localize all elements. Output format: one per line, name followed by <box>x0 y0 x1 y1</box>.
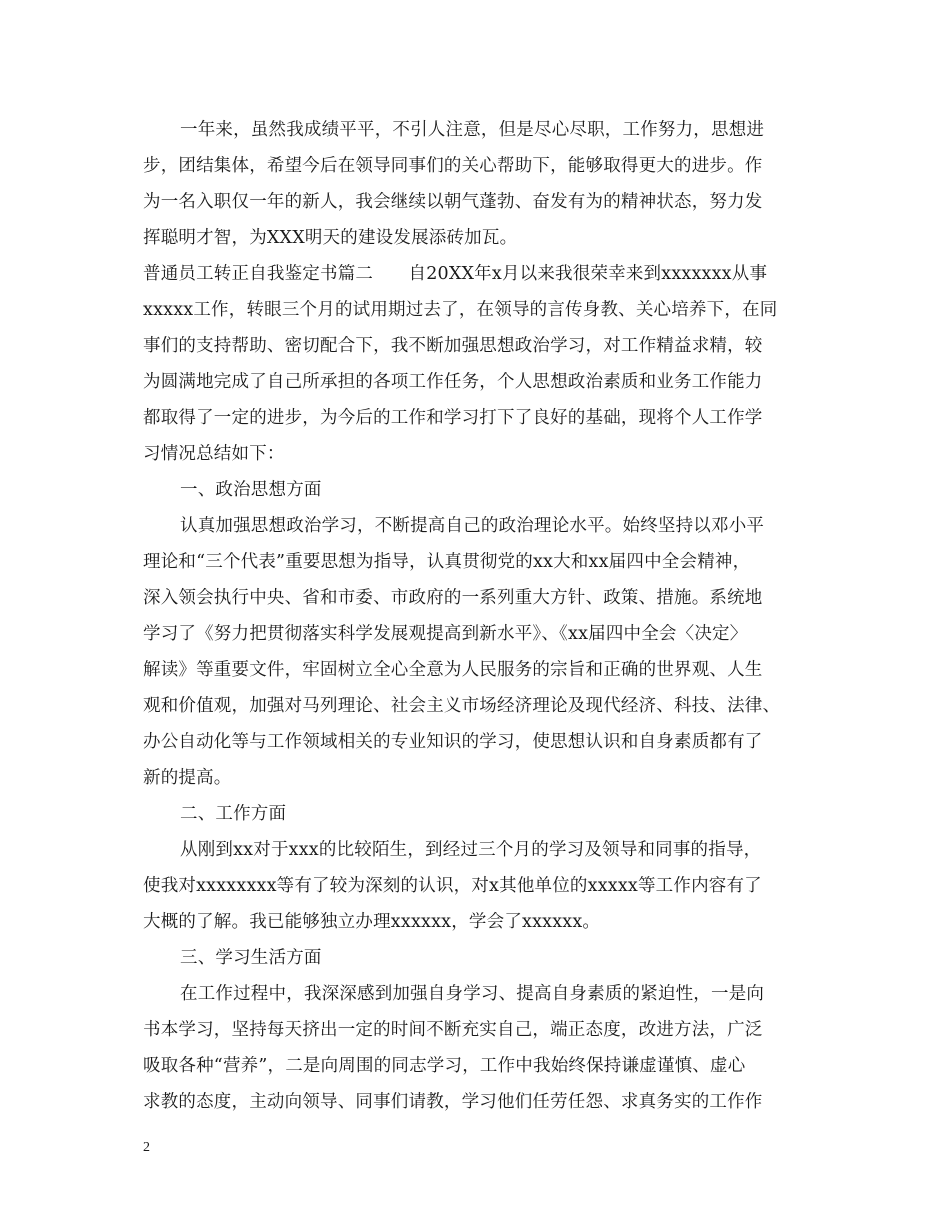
text-line: 吸取各种“营养”，二是向周围的同志学习，工作中我始终保持谦虚谨慎、虚心 <box>143 1056 746 1076</box>
text-line: 步，团结集体，希望今后在领导同事们的关心帮助下，能够取得更大的进步。作 <box>143 156 763 176</box>
text-line: 习情况总结如下： <box>143 444 285 464</box>
text-line: 挥聪明才智，为XXX明天的建设发展添砖加瓦。 <box>143 228 518 248</box>
text-line: 为一名入职仅一年的新人，我会继续以朝气蓬勃、奋发有为的精神状态，努力发 <box>143 192 763 212</box>
section-heading: 二、工作方面 <box>180 804 287 824</box>
section-heading: 一、政治思想方面 <box>180 480 322 500</box>
text-line: 认真加强思想政治学习，不断提高自己的政治理论水平。始终坚持以邓小平 <box>180 516 765 536</box>
text-line: 在工作过程中，我深深感到加强自身学习、提高自身素质的紧迫性，一是向 <box>180 984 765 1004</box>
section-title-line: 普通员工转正自我鉴定书篇二 自20XX年x月以来我很荣幸来到xxxxxxx从事 <box>143 264 768 284</box>
text-line: 事们的支持帮助、密切配合下，我不断加强思想政治学习，对工作精益求精，较 <box>143 336 763 356</box>
text-line: 办公自动化等与工作领域相关的专业知识的学习，使思想认识和自身素质都有了 <box>143 732 763 752</box>
text-line: 求教的态度，主动向领导、同事们请教，学习他们任劳任怨、求真务实的工作作 <box>143 1092 763 1112</box>
text-line: 书本学习，坚持每天挤出一定的时间不断充实自己，端正态度，改进方法，广泛 <box>143 1020 763 1040</box>
text-line: 新的提高。 <box>143 768 232 788</box>
text-line: 理论和“三个代表”重要思想为指导，认真贯彻党的xx大和xx届四中全会精神， <box>143 552 751 572</box>
text-line: 都取得了一定的进步，为今后的工作和学习打下了良好的基础，现将个人工作学 <box>143 408 763 428</box>
text-line: 一年来，虽然我成绩平平，不引人注意，但是尽心尽职，工作努力，思想进 <box>180 120 765 140</box>
text-line: xxxxx工作，转眼三个月的试用期过去了，在领导的言传身教、关心培养下，在同 <box>143 300 778 320</box>
text-line: 观和价值观，加强对马列理论、社会主义市场经济理论及现代经济、科技、法律、 <box>143 696 781 716</box>
section-heading: 三、学习生活方面 <box>180 948 322 968</box>
text-line: 从刚到xx对于xxx的比较陌生，到经过三个月的学习及领导和同事的指导， <box>180 840 762 860</box>
page-number: 2 <box>143 1140 150 1155</box>
text-line: 学习了《努力把贯彻落实科学发展观提高到新水平》、《xx届四中全会〈决定〉 <box>143 624 748 644</box>
text-line: 大概的了解。我已能够独立办理xxxxxx，学会了xxxxxx。 <box>143 912 601 932</box>
text-line: 使我对xxxxxxxx等有了较为深刻的认识，对x其他单位的xxxxx等工作内容有了 <box>143 876 762 896</box>
text-line: 解读》等重要文件，牢固树立全心全意为人民服务的宗旨和正确的世界观、人生 <box>143 660 763 680</box>
text-line: 深入领会执行中央、省和市委、市政府的一系列重大方针、政策、措施。系统地 <box>143 588 763 608</box>
text-line: 为圆满地完成了自己所承担的各项工作任务，个人思想政治素质和业务工作能力 <box>143 372 763 392</box>
